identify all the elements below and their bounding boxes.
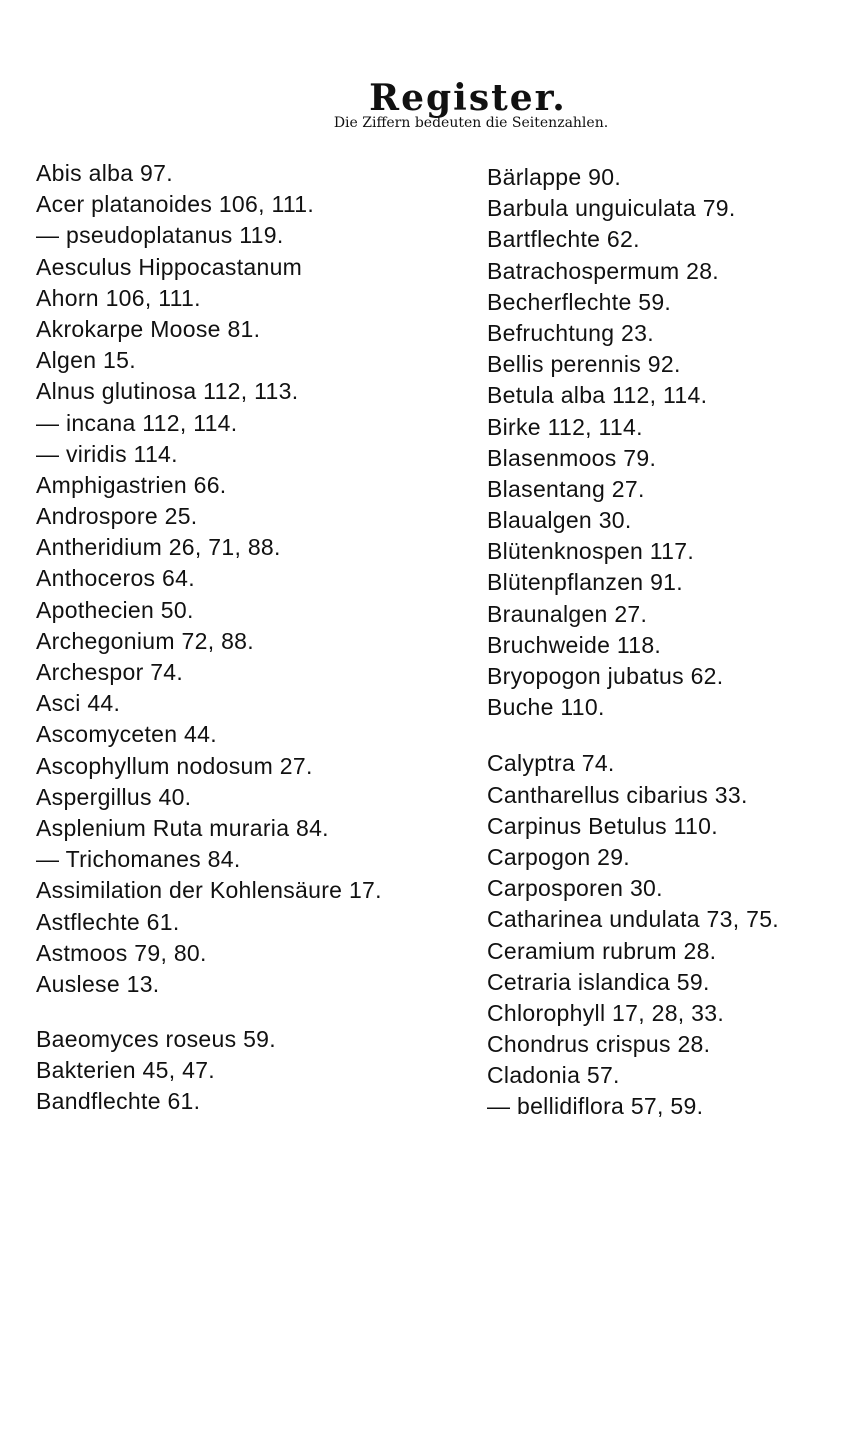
index-entry: Blasenmoos 79. (487, 444, 657, 471)
index-entry: Barbula unguiculata 79. (487, 195, 736, 222)
page-subtitle: Die Ziffern bedeuten die Seitenzahlen. (333, 115, 609, 131)
index-entry: — viridis 114. (36, 440, 178, 467)
index-entry: Batrachospermum 28. (487, 257, 719, 284)
index-entry: Archespor 74. (36, 659, 184, 685)
index-entry: Blaualgen 30. (487, 507, 632, 534)
index-entry: Carpinus Betulus 110. (487, 812, 718, 839)
index-entry: Aspergillus 40. (36, 783, 192, 810)
index-entry: — bellidiflora 57, 59. (487, 1093, 704, 1120)
index-entry: Catharinea undulata 73, 75. (487, 906, 779, 933)
index-entry: Ascophyllum nodosum 27. (36, 752, 313, 779)
page-title: Register. (369, 77, 567, 120)
index-entry: Bruchweide 118. (487, 631, 662, 658)
index-entry: Cladonia 57. (487, 1062, 620, 1089)
index-entry: Betula alba 112, 114. (487, 382, 708, 409)
index-entry: Ahorn 106, 111. (36, 284, 201, 311)
index-entry: Carposporen 30. (487, 875, 663, 902)
index-entry: Auslese 13. (36, 970, 160, 997)
index-entry: Befruchtung 23. (487, 319, 654, 346)
index-entry: Cetraria islandica 59. (487, 968, 710, 995)
index-entry: Chondrus crispus 28. (487, 1031, 711, 1058)
index-entry: Ceramium rubrum 28. (487, 937, 717, 964)
index-entry: Apothecien 50. (36, 596, 194, 623)
index-entry: Assimilation der Kohlensäure 17. (36, 877, 382, 904)
index-entry: Astmoos 79, 80. (36, 939, 207, 966)
index-entry: Bakterien 45, 47. (36, 1057, 215, 1084)
index-entry: Bärlappe 90. (487, 164, 622, 190)
index-entry: Anthoceros 64. (36, 565, 195, 592)
index-entry: Asci 44. (36, 690, 121, 717)
index-column-right (487, 162, 842, 1123)
index-entry: Abis alba 97. (36, 160, 173, 186)
index-entry: Birke 112, 114. (487, 413, 643, 440)
index-entry: Chlorophyll 17, 28, 33. (487, 999, 725, 1026)
index-entry: Archegonium 72, 88. (36, 627, 254, 654)
index-entry: Androspore 25. (36, 503, 198, 530)
index-entry: Acer platanoides 106, 111. (36, 191, 315, 218)
index-entry: Blütenpflanzen 91. (487, 569, 683, 596)
index-entry: Calyptra 74. (487, 750, 615, 777)
index-entry: Antheridium 26, 71, 88. (36, 534, 281, 561)
index-entry: — Trichomanes 84. (36, 846, 241, 873)
index-entry: Carpogon 29. (487, 843, 630, 870)
index-entry: Bryopogon jubatus 62. (487, 663, 724, 689)
index-entry: Bellis perennis 92. (487, 351, 681, 378)
index-entry: Astflechte 61. (36, 908, 180, 935)
index-entry: Alnus glutinosa 112, 113. (36, 378, 299, 405)
index-entry: Cantharellus cibarius 33. (487, 781, 748, 808)
index-entry: Akrokarpe Moose 81. (36, 315, 261, 342)
index-entry: Braunalgen 27. (487, 600, 648, 627)
index-column-left (36, 158, 436, 1118)
index-entry: Blasentang 27. (487, 475, 645, 502)
index-entry: — pseudoplatanus 119. (36, 222, 284, 249)
index-entry: Bandflechte 61. (36, 1088, 201, 1115)
index-entry: Aesculus Hippocastanum (36, 253, 303, 280)
index-entry: Becherflechte 59. (487, 288, 672, 315)
index-entry: Algen 15. (36, 347, 136, 374)
index-entry: Buche 110. (487, 694, 605, 721)
index-entry: Bartflechte 62. (487, 226, 640, 253)
index-entry: Asplenium Ruta muraria 84. (36, 814, 329, 841)
index-entry: Baeomyces roseus 59. (36, 1026, 276, 1053)
index-entry: Blütenknospen 117. (487, 538, 695, 565)
index-entry: — incana 112, 114. (36, 409, 238, 436)
index-entry: Ascomyceten 44. (36, 721, 217, 748)
index-entry: Amphigastrien 66. (36, 471, 227, 498)
